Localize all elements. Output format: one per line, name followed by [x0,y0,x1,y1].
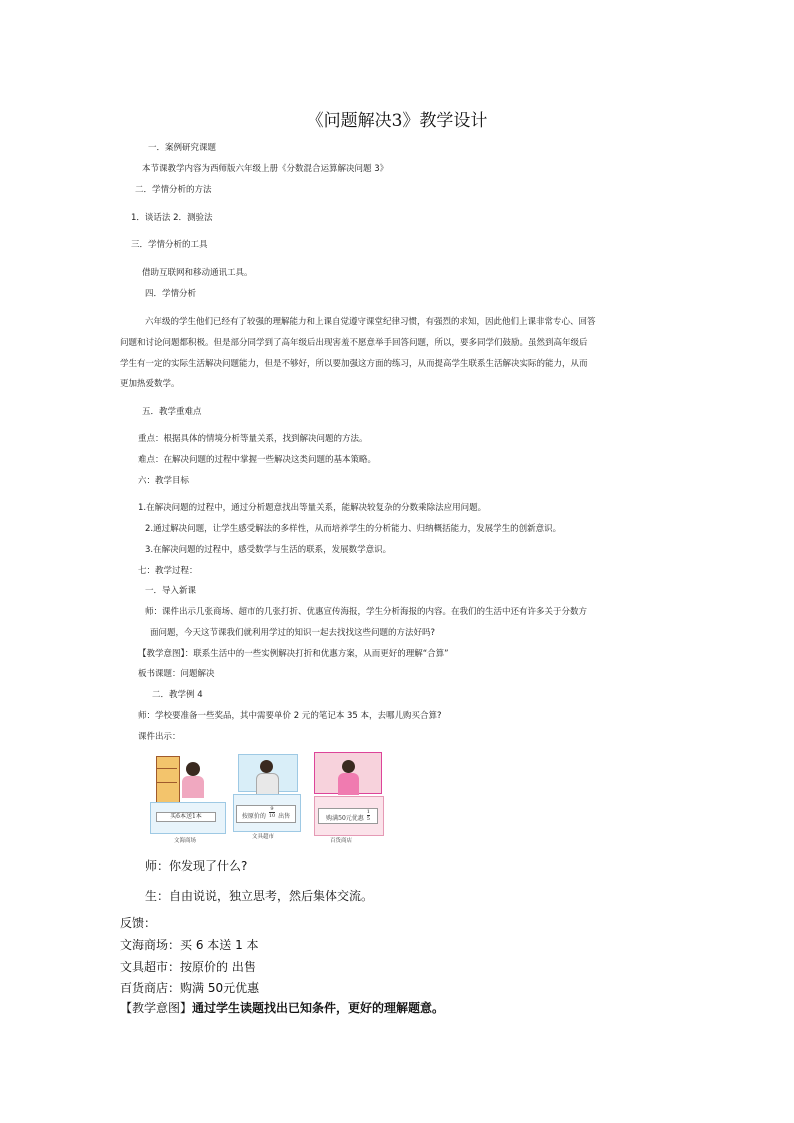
section4-para-line-2: 问题和讨论问题都积极。但是部分同学到了高年级后出现害羞不愿意举手回答问题，所以，要多同学们鼓励。虽然到高年级后 [120,338,588,348]
teacher-line-2: 师：学校要准备一些奖品，其中需要单价 2 元的笔记本 35 本，去哪儿购买合算? [138,711,442,721]
difficult-point: 难点：在解决问题的过程中掌握一些解决这类问题的基本策略。 [138,455,377,465]
caption-wenhai: 文海商场 [174,838,197,844]
courseware-label: 课件出示： [138,732,181,742]
shelf-divider [157,768,177,769]
caption-stationery: 文具超市 [252,834,275,840]
intent-label: 【教学意图】 [120,1001,193,1015]
shopkeeper-icon [342,760,355,773]
shopkeeper-icon [186,762,200,776]
fraction-denominator: 5 [366,816,370,822]
section4-para-line-3: 学生有一定的实际生活解决问题能力，但是不够好，所以要加强这方面的练习，从而提高学生联系生活解决实际的能力，从而 [120,359,588,369]
fraction [269,806,275,819]
section5-heading: 五．教学重难点 [142,407,202,417]
sign-wenhai: 买6本送1本 [156,812,216,822]
fraction-numerator: 9 [270,806,274,812]
stall-wenhai [148,750,228,845]
fraction-numerator: 1 [366,809,370,815]
section3-body: 借助互联网和移动通讯工具。 [142,268,253,278]
section2-heading: 二．学情分析的方法 [135,185,212,195]
section6-heading: 六：教学目标 [138,476,190,486]
teacher-line-1b: 面问题，今天这节课我们就利用学过的知识一起去找找这些问题的方法好吗? [150,628,436,638]
goal-3: 3.在解决问题的过程中，感受数学与生活的联系，发展数学意识。 [145,545,392,555]
section4-para-line-4: 更加热爱数学。 [120,379,180,389]
fraction [367,809,370,822]
key-point: 重点：根据具体的情境分析等量关系，找到解决问题的方法。 [138,434,368,444]
sign-department [318,808,378,824]
shelf-divider [157,782,177,783]
shopkeeper-icon [260,760,273,773]
section1-heading: 一．案例研究课题 [148,143,217,153]
subsection-example: 二．教学例 4 [152,690,203,700]
sign-stationery [236,805,296,823]
goal-1: 1.在解决问题的过程中，通过分析题意找出等量关系，能解决较复杂的分数乘除法应用问题。 [138,503,487,513]
page-title: 《问题解决3》教学设计 [306,111,488,131]
shop-department-offer: 百货商店：购满 50元优惠 [120,981,260,995]
bookshelf-icon [156,756,180,804]
shops-illustration [148,750,388,845]
section3-heading: 三．学情分析的工具 [131,240,208,250]
board-title: 板书课题：问题解决 [138,669,215,679]
sign-text-b: 出售 [278,813,291,820]
caption-department: 百货商店 [330,838,353,844]
section2-body: 1．谈话法 2．测验法 [131,213,213,223]
section1-body: 本节课教学内容为西师版六年级上册《分数混合运算解决问题 3》 [142,164,389,174]
section4-para-line-1: 六年级的学生他们已经有了较强的理解能力和上课自觉遵守课堂纪律习惯，有强烈的求知，因此他们上课非常专心、回答 [145,317,596,327]
shopkeeper-body [256,773,279,795]
student-response: 生：自由说说，独立思考，然后集体交流。 [145,889,374,903]
subsection-intro: 一．导入新课 [145,586,197,596]
teacher-question: 师：你发现了什么? [145,859,248,873]
stall-stationery [230,750,304,845]
teaching-intent-2 [120,1000,444,1016]
sign-text: 购满50元优惠 [326,815,364,822]
fraction-denominator: 10 [268,813,276,819]
teaching-intent-1: 【教学意图】：联系生活中的一些实例解决打折和优惠方案，从而更好的理解“合算” [138,649,449,659]
goal-2: 2.通过解决问题，让学生感受解法的多样性，从而培养学生的分析能力、归纳概括能力，发展学生的创新意识。 [145,524,562,534]
stall-department [308,750,388,845]
teacher-line-1a: 师：课件出示几张商场、超市的几张打折、优惠宣传海报，学生分析海报的内容。在我们的生活中还有许多关于分数方 [145,607,588,617]
section4-heading: 四．学情分析 [145,289,197,299]
shopkeeper-body [338,773,359,795]
shop-stationery-offer: 文具超市：按原价的 出售 [120,960,256,974]
shop-wenhai-offer: 文海商场：买 6 本送 1 本 [120,938,259,952]
feedback-label: 反馈： [120,916,157,930]
section7-heading: 七：教学过程： [138,566,198,576]
intent-text: 通过学生读题找出已知条件，更好的理解题意。 [192,1001,445,1015]
sign-text-a: 按原价的 [241,813,266,820]
shopkeeper-body [182,776,204,798]
